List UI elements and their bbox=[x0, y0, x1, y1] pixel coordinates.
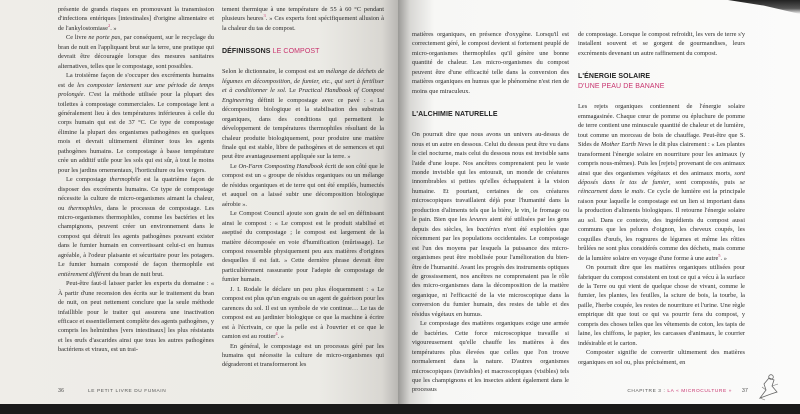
sketch-figure-illustration bbox=[756, 372, 782, 402]
italic-text: les composter lentement sur une période de temps prolongée bbox=[58, 81, 214, 99]
left-column-2 bbox=[222, 5, 384, 370]
italic-text: Practical Handbook of Compost Engineering bbox=[222, 87, 384, 104]
right-page bbox=[398, 0, 800, 404]
page-number: 36 bbox=[58, 388, 65, 394]
paragraph: En général, le compostage est un processus géré par les humains qui nécessite la culture de micro-organismes qui dégraderont et transformeront les bbox=[222, 342, 384, 369]
page-number: 37 bbox=[741, 388, 748, 394]
paragraph: de compostage. Lorsque le compost refroidit, les vers de terre s'y installent souvent et se gorgent de gourmandises, leurs excréments devenant un autre raffinement du compost. bbox=[578, 31, 745, 57]
paragraph: Les rejets organiques contiennent de l'énergie solaire emmagasinée. Chaque cœur de pomme ou épluchure de pomme de terre contient une minuscule quantité de chaleur et de lumière, tout comme un morceau de bois de chauffage. Peut-être que S. Sides de Mother Earth News le dit plus clairement : « Les plantes transforment l'énergie solaire en nourriture pour les animaux (y compris nous-mêmes). Puis les [rejets] provenant de ces animaux ainsi que des organismes végétaux et des animaux morts, sont déposés dans le tas de fumier, sont compostés, puis se réincarnent dans le maïs. Ce cycle de lumière est la principale raison pour laquelle le compostage est un lien si important dans la production d'aliments biologiques. Il retourne l'énergie solaire au sol. Dans ce contexte, des ingrédients du compost aussi communs que les pelures d'oignon, les cheveux coupés, les coquilles d'œufs, les rognures de légumes et même les rôties brûlées ne sont plus considérés comme des déchets, mais comme de la lumière solaire en voyage d'une forme à une autre$^5$. » bbox=[578, 103, 746, 262]
paragraph: Composter signifie de convertir ultimement des matières organiques en sol ou, plus précisément, en bbox=[578, 349, 745, 366]
section-heading-alchimie: L'ALCHIMIE NATURELLE bbox=[412, 111, 498, 119]
paragraph: Selon le dictionnaire, le compost est un mélange de déchets de légumes en décomposition, de fumier, etc., qui sert à fertiliser et à conditionner le sol. Le Practical Handbook of Compost Engineering définit le compostage avec ce pavé : « La décomposition biologique et la stabilisation des substrats organiques, dans des conditions qui permettent le développement de températures thermophiles résultant de la chaleur produite biologiquement, pour produire une matière finale qui est stable, libre de pathogènes et de semences et qui peut être avantageusement appliquée sur la terre. » bbox=[222, 68, 384, 161]
running-footer: LE PETIT LIVRE DU FUMAIN bbox=[88, 389, 167, 394]
footer-chapter: CHAPITRE 3 : bbox=[627, 389, 668, 394]
paragraph: On pourrait dire que les matières organiques utilisées pour fabriquer du compost consistent en tout ce qui a vécu à la surface de la Terre ou qui vient de quelque chose de vivant, comme le fumier, les plantes, les feuilles, la sciure de bois, la tourbe, la paille, l'herbe coupée, les restes de nourriture et l'urine. Une règle empirique dit que tout ce qui va pourrir fera du compost, y compris des choses telles que les vêtements de coton, les tapis de laine, les chiffons, le papier, les carcasses d'animaux, le courrier indésirable et le carton. bbox=[578, 264, 745, 347]
column-intro bbox=[222, 5, 384, 33]
italic-text: ne porte pas bbox=[88, 34, 121, 42]
italic-text: entièrement différent bbox=[58, 270, 111, 278]
footer-title: LA « MICROCULTURE » bbox=[667, 389, 732, 394]
footnote-marker[interactable]: 2 bbox=[107, 22, 111, 28]
paragraph: Peut-être faut-il laisser parler les experts du domaine : « À partir d'une recension des écrits sur le traitement du bran de nuit, on peut nettement conclure que la seule méthode infaillible pour le traiter qui assurera une inactivation efficace et essentiellement complète des agents pathogènes, y compris les helminthes [vers intestinaux] les plus résistants et les œufs d'ascarides ainsi que tous les autres pathogènes bactériens et viraux, est un trai- bbox=[58, 280, 214, 354]
right-column-2 bbox=[578, 30, 745, 367]
heading-accent: LE COMPOST bbox=[272, 48, 320, 56]
paragraph: La troisième façon de s'occuper des excréments humains est de les composter lentement sur une période de temps prolongée. C'est la méthode utilisée pour la plupart des toilettes à compostage commerciales. Le compostage lent a généralement lieu à des températures inférieures à celle du corps humain qui est de 37 °C. Ce type de compostage élimine la plupart des organismes pathogènes en quelques mois et devrait ultimement éliminer tous les agents pathogènes humains. Le compostage à basse température crée un additif utile pour les sols qui est sûr, à tout le moins pour les jardins ornementaux, l'horticulture ou les vergers. bbox=[58, 72, 214, 174]
heading-accent: D'UNE PEAU DE BANANE bbox=[578, 83, 665, 91]
italic-text: levures bbox=[469, 216, 488, 224]
column-intro bbox=[578, 30, 745, 58]
paragraph: Ce livre ne porte pas, par conséquent, sur le recyclage du bran de nuit en l'appliquant brut sur la terre, une pratique qui devrait être découragée lorsque des mesures sanitaires alternatives, telles que le compostage, sont possibles. bbox=[58, 34, 214, 70]
paragraph: On pourrait dire que nous avons un univers au-dessus de nous et un autre en dessous. Celui du dessus peut être vu dans le ciel nocturne, mais celui du dessous nous est invisible sans l'aide d'une loupe. Nos ancêtres comprenaient peu le vaste monde invisible qui les entourait, un monde de créatures innombrables si petites qu'elles échappaient à la vision humaine. Et pourtant, certaines de ces créatures microscopiques travaillaient déjà pour l'humanité dans la production d'aliments tels que la bière, le vin, le fromage ou le pain. Bien que les levures aient été utilisées par les gens depuis des siècles, les bactéries n'ont été exploitées que récemment par les populations occidentales. Le compostage est l'un des moyens par lesquels la puissance des micro-organismes peut être mobilisée pour l'amélioration du bien-être de l'humanité. Avant les progrès des instruments optiques de grossissement, nos ancêtres ne comprenaient pas le rôle des micro-organismes dans la décomposition de la matière organique, ni l'efficacité de la vie microscopique dans la conversion du fumier humain, des restes de table et des résidus végétaux en humus. bbox=[412, 131, 569, 318]
column-intro bbox=[412, 30, 569, 96]
column-body bbox=[412, 130, 569, 395]
left-page bbox=[0, 0, 398, 404]
footnote-marker[interactable]: 5 bbox=[718, 252, 721, 258]
italic-text: On-Farm Composting Handbook bbox=[238, 162, 324, 170]
section-heading-definissons bbox=[222, 47, 384, 57]
paragraph: Le Compost Council ajoute son grain de sel en définissant ainsi le compost : « Le compost est le produit stabilisé et aseptisé du compostage ; le compost est largement de la matière décomposée en voie d'humification (mûrissage). Le compost ressemble physiquement peu aux matières d'origines desquelles il est fait. » Cette dernière phrase devrait être particulièrement rassurante pour l'adepte de compostage de fumier humain. bbox=[222, 210, 384, 284]
footnote-marker[interactable]: 3 bbox=[263, 13, 266, 19]
italic-text: thermophiles bbox=[68, 204, 102, 212]
paragraph: tement thermique à une température de 55 à 60 °C pendant plusieurs heures$^3$. » Ces experts font spécifiquement allusion à la chaleur du tas de compost. bbox=[222, 6, 384, 32]
section-heading-energie bbox=[578, 72, 745, 92]
italic-text: Mother Earth News bbox=[601, 141, 652, 149]
page-corner-shadow bbox=[710, 0, 800, 14]
italic-text: se réincarnent dans le maïs bbox=[578, 178, 745, 196]
column-body bbox=[222, 67, 384, 370]
footnote-marker[interactable]: 4 bbox=[275, 330, 278, 336]
heading-main: DÉFINISSONS bbox=[222, 48, 273, 56]
right-column-1 bbox=[412, 30, 569, 395]
paragraph: matières organiques, en présence d'oxygène. Lorsqu'il est correctement géré, le compost devient si fortement peuplé de micro-organismes thermophiles qu'il génère une bonne quantité de chaleur. Les micro-organismes du compost peuvent être d'une efficacité telle dans la conversion des matières organiques en humus que le phénomène n'est rien de moins que miraculeux. bbox=[412, 31, 569, 95]
paragraph: Le On-Farm Composting Handbook écrit de son côté que le compost est un « groupe de résidus organiques ou un mélange de résidus organiques et de terre qui ont été empilés, humectés et auquel on a laissé subir une décomposition biologique aérobie ». bbox=[222, 162, 385, 208]
running-footer bbox=[627, 389, 732, 394]
paragraph: présente de grands risques en promouvant la transmission d'infections entériques [intestinales] d'origine alimentaire et de l'ankylostomiase$^2$. » bbox=[58, 6, 214, 32]
left-column-1 bbox=[58, 5, 214, 355]
paragraph: J. I. Rodale le déclare un peu plus éloquemment : « Le compost est plus qu'un engrais ou un agent de guérison pour les carences du sol. Il est un symbole de vie continue… Le tas de compost est au jardinier biologique ce que la machine à écrire est à l'écrivain, ce que la pelle est à l'ouvrier et ce que le camion est au routier$^4$. » bbox=[222, 285, 384, 341]
paragraph: Le compostage des matières organiques exige une armée de bactéries. Cette force microscopique travaille si vigoureusement qu'elle chauffe les matières à des températures plus élevées que celles que l'on trouve normalement dans la nature. D'autres organismes microscopiques (invisibles) et macroscopiques (visibles) tels que les champignons et les insectes aident également dans le processus bbox=[412, 320, 569, 394]
italic-text: bactéries bbox=[476, 225, 501, 233]
column-body bbox=[578, 102, 745, 367]
italic-text: sont déposés dans le tas de fumier bbox=[578, 169, 745, 186]
italic-text: thermophile bbox=[109, 176, 141, 184]
heading-main: L'ÉNERGIE SOLAIRE bbox=[578, 73, 651, 81]
paragraph: Le compostage thermophile est la quatrième façon de disposer des excréments humains. Ce type de compostage nécessite la culture de micro-organismes aimant la chaleur, ou thermophiles, dans le processus de compostage. Les micro-organismes thermophiles, comme les bactéries et les champignons, peuvent créer un environnement dans le compost qui détruit les agents pathogènes pouvant exister dans le fumier humain en convertissant celui-ci en humus agréable, à l'odeur plaisante et sécuritaire pour les potagers. Le fumier humain composté de façon thermophile est entièrement différent du bran de nuit brut. bbox=[58, 176, 214, 278]
italic-text: un mélange de déchets de légumes en décomposition, de fumier, etc., qui sert à fertiliser et à conditionner le sol bbox=[222, 68, 384, 95]
